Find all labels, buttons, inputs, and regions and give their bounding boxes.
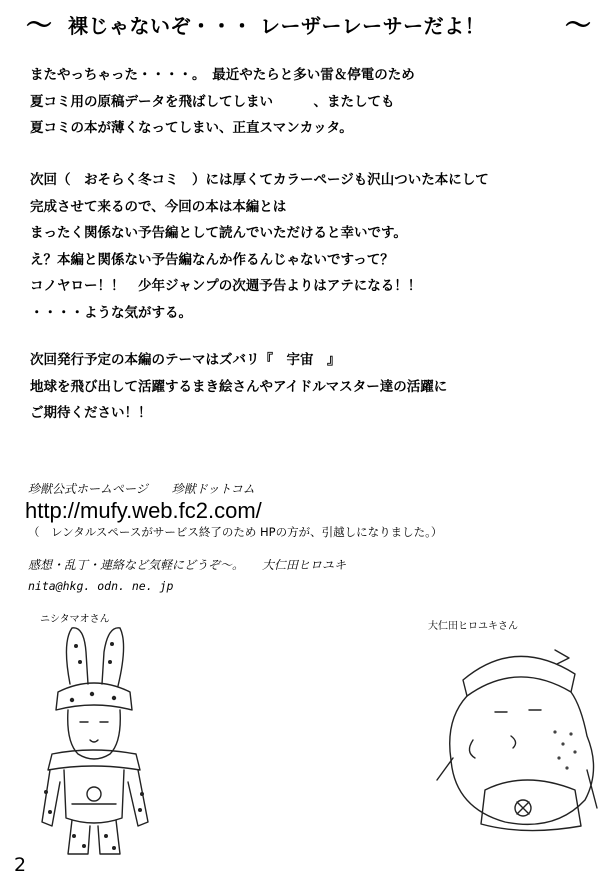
paragraph-theme [30,347,447,427]
illustration-caption-right: 大仁田ヒロユキさん [428,621,518,632]
character-sketch-left [32,622,157,862]
contact-email[interactable]: nita@hkg. odn. ne. jp [28,579,174,593]
page-title: 裸じゃないぞ・・・ レーザーレーサーだよ！ [68,14,486,38]
character-sketch-right [425,640,605,840]
text-line: え？本編と関係ない予告編なんか作るんじゃないですって？ [30,251,394,268]
homepage-move-note: （ レンタルスペースがサービス終了のため HPの方が、引越しになりました。） [28,525,443,539]
illustration-caption-left: ニシタマオさん [40,614,110,625]
paragraph-apology [30,62,415,142]
text-line: ご期待ください！！ [30,405,152,421]
text-line: 夏コミの本が薄くなってしまい、正直スマンカッタ。 [30,120,353,136]
text-line: 完成させて来るので、今回の本は本編とは [30,198,287,215]
homepage-label: 珍獣公式ホームページ 珍獣ドットコム [28,482,255,496]
text-line: またやっちゃった・・・・。 最近やたらと多い雷＆停電のため [30,67,415,83]
text-line: ・・・・ような気がする。 [30,304,192,321]
text-line: 夏コミ用の原稿データを飛ばしてしまい 、またしても [30,93,395,110]
text-line: 地球を飛び出して活躍するまき絵さんやアイドルマスター達の活躍に [30,378,448,395]
text-line: 次回（ おそらく冬コミ ）には厚くてカラーページも沢山ついた本にして [30,172,489,188]
title-tilde-right: ～ [565,11,592,41]
title-tilde-left: ～ [26,11,53,41]
text-line: コノヤロー！！ 少年ジャンプの次週予告よりはアテになる！！ [30,278,422,294]
title-line [0,10,613,42]
contact-message: 感想・乱丁・連絡など気軽にどうぞ～。 大仁田ヒロユキ [28,558,347,572]
homepage-link[interactable]: http://mufy.web.fc2.com/ [25,498,262,523]
page-number: 2 [14,854,27,876]
text-line: まったく関係ない予告編として読んでいただけると幸いです。 [30,225,407,241]
text-line: 次回発行予定の本編のテーマはズバリ『 宇宙 』 [30,352,341,368]
paragraph-next-issue [30,167,489,326]
